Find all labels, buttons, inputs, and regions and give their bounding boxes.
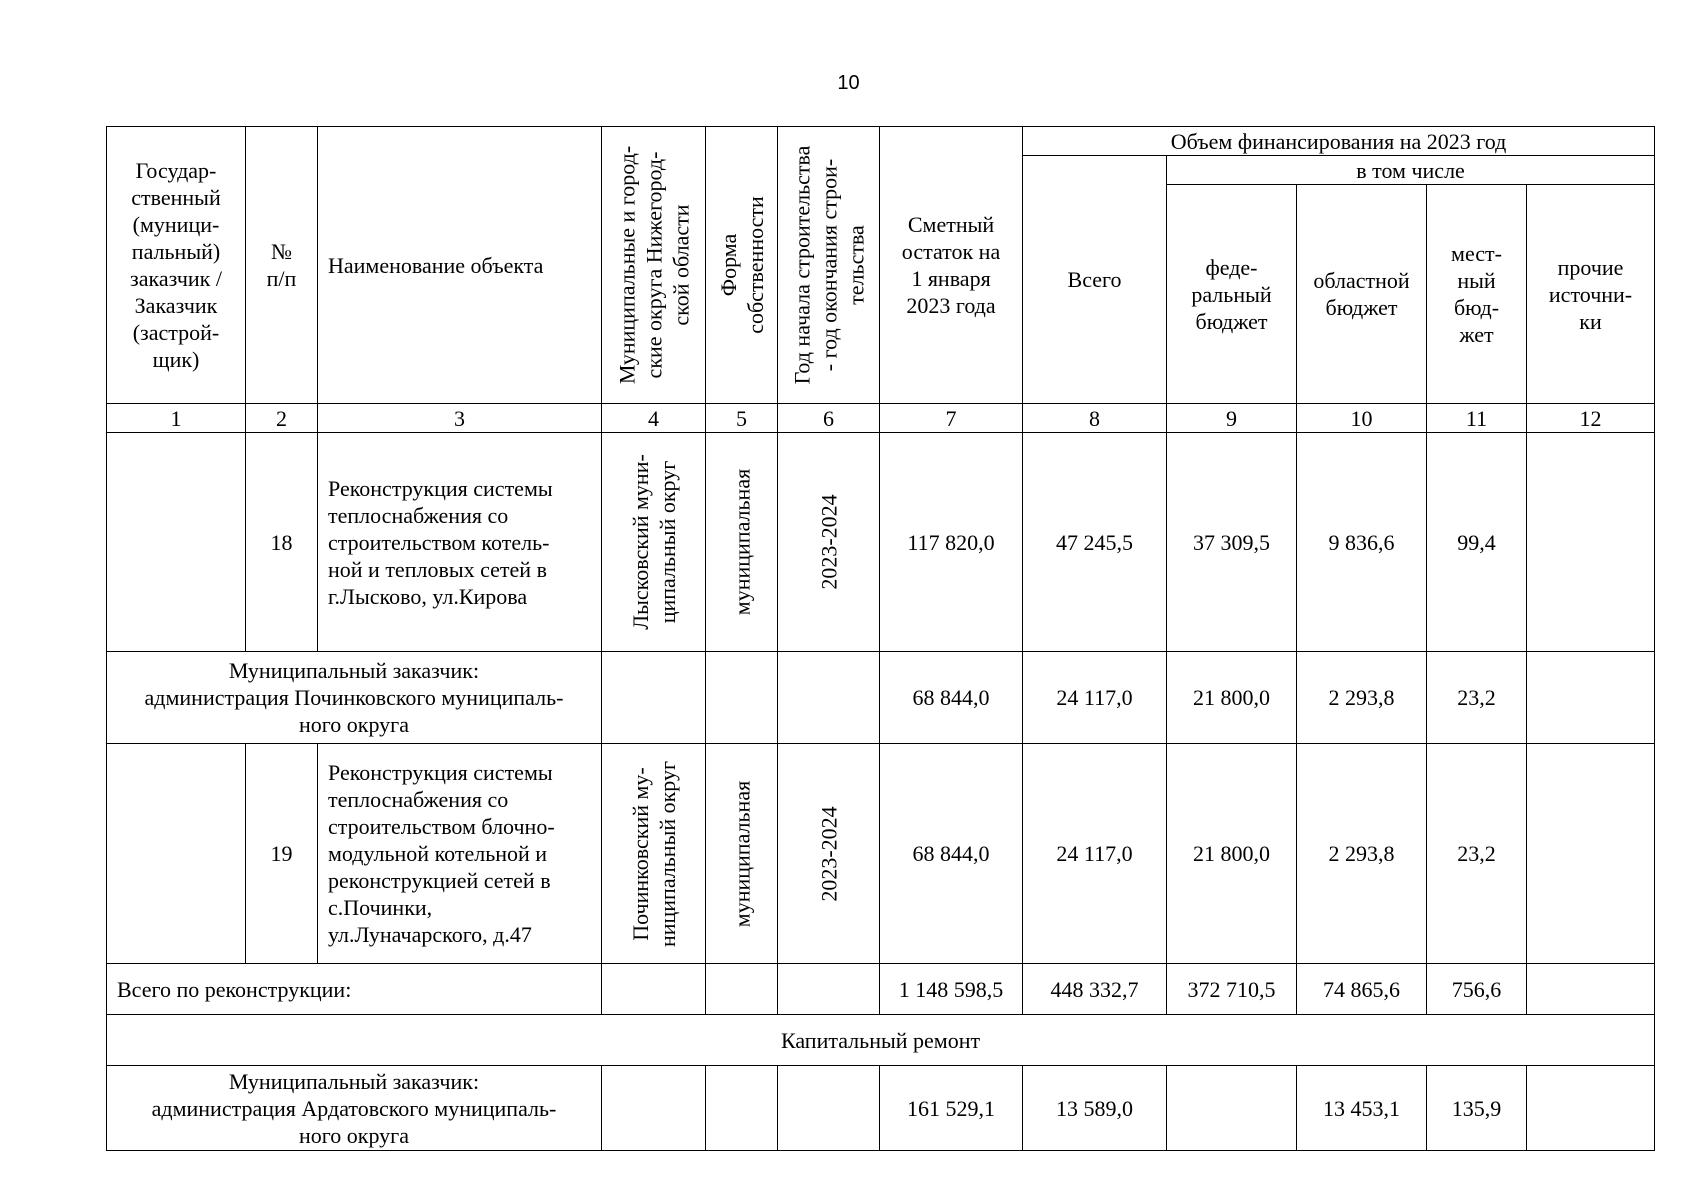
district-cell (602, 652, 706, 744)
column-number: 12 (1527, 404, 1655, 433)
column-number: 8 (1023, 404, 1167, 433)
column-number: 3 (318, 404, 602, 433)
local-cell: 99,4 (1427, 433, 1527, 652)
total-cell: 24 117,0 (1023, 744, 1167, 964)
row-number: 18 (246, 433, 318, 652)
local-cell: 135,9 (1427, 1066, 1527, 1151)
other-cell (1527, 1066, 1655, 1151)
table-row-pochinki-customer (107, 652, 1655, 744)
balance-cell: 117 820,0 (880, 433, 1023, 652)
federal-cell: 372 710,5 (1167, 964, 1297, 1015)
header-ownership: Форма собственности (706, 127, 778, 404)
other-cell (1527, 652, 1655, 744)
ownership-cell (706, 652, 778, 744)
column-number: 5 (706, 404, 778, 433)
ownership-cell (706, 964, 778, 1015)
page-number: 10 (837, 72, 860, 94)
header-regional: областной бюджет (1297, 185, 1427, 404)
column-number: 2 (246, 404, 318, 433)
column-number: 10 (1297, 404, 1427, 433)
customer-label: Муниципальный заказчик: администрация Ардатовского муниципаль- ного округа (107, 1066, 602, 1151)
header-including: в том числе (1167, 156, 1655, 185)
regional-cell: 2 293,8 (1297, 652, 1427, 744)
balance-cell: 68 844,0 (880, 744, 1023, 964)
years-cell: 2023-2024 (778, 744, 880, 964)
balance-cell: 161 529,1 (880, 1066, 1023, 1151)
regional-cell: 74 865,6 (1297, 964, 1427, 1015)
column-numbers-row (107, 404, 1655, 433)
federal-cell (1167, 1066, 1297, 1151)
local-cell: 23,2 (1427, 744, 1527, 964)
table-row-section (107, 1015, 1655, 1066)
customer-cell (107, 744, 246, 964)
table-row-ardatov-customer (107, 1066, 1655, 1151)
district-cell (602, 964, 706, 1015)
ownership-cell (706, 1066, 778, 1151)
district-cell: Починковский му- ниципальный округ (602, 744, 706, 964)
years-cell: 2023-2024 (778, 433, 880, 652)
header-years: Год начала строительства - год окончания строи- тельства (778, 127, 880, 404)
table-row-reconstruction-total (107, 964, 1655, 1015)
regional-cell: 9 836,6 (1297, 433, 1427, 652)
header-row-1 (107, 127, 1655, 156)
header-customer: Государ- ственный (муници- пальный) заказчик / Заказчик (застрой- щик) (107, 127, 246, 404)
federal-cell: 37 309,5 (1167, 433, 1297, 652)
years-cell (778, 1066, 880, 1151)
financing-table (106, 126, 1655, 1151)
total-cell: 24 117,0 (1023, 652, 1167, 744)
header-other: прочие источни- ки (1527, 185, 1655, 404)
local-cell: 756,6 (1427, 964, 1527, 1015)
other-cell (1527, 744, 1655, 964)
district-cell (602, 1066, 706, 1151)
customer-label: Муниципальный заказчик: администрация Починковского муниципаль- ного округа (107, 652, 602, 744)
other-cell (1527, 964, 1655, 1015)
regional-cell: 13 453,1 (1297, 1066, 1427, 1151)
total-cell: 47 245,5 (1023, 433, 1167, 652)
regional-cell: 2 293,8 (1297, 744, 1427, 964)
column-number: 9 (1167, 404, 1297, 433)
federal-cell: 21 800,0 (1167, 744, 1297, 964)
years-cell (778, 652, 880, 744)
table-row-object-19 (107, 744, 1655, 964)
header-local: мест- ный бюд- жет (1427, 185, 1527, 404)
header-district: Муниципальные и город- ские округа Нижегород- ской области (602, 127, 706, 404)
ownership-cell: муниципальная (706, 744, 778, 964)
table-row-object-18 (107, 433, 1655, 652)
object-name: Реконструкция системы теплоснабжения со строительством блочно- модульной котельной и реконструкцией сетей в с.Починки, ул.Луначарского, д.47 (318, 744, 602, 964)
total-cell: 448 332,7 (1023, 964, 1167, 1015)
balance-cell: 1 148 598,5 (880, 964, 1023, 1015)
header-total: Всего (1023, 156, 1167, 404)
federal-cell: 21 800,0 (1167, 652, 1297, 744)
column-number: 1 (107, 404, 246, 433)
column-number: 6 (778, 404, 880, 433)
column-number: 7 (880, 404, 1023, 433)
section-title: Капитальный ремонт (107, 1015, 1655, 1066)
years-cell (778, 964, 880, 1015)
header-balance: Сметный остаток на 1 января 2023 года (880, 127, 1023, 404)
column-number: 4 (602, 404, 706, 433)
total-label: Всего по реконструкции: (107, 964, 602, 1015)
object-name: Реконструкция системы теплоснабжения со строительством котель- ной и тепловых сетей в г.Лысково, ул.Кирова (318, 433, 602, 652)
header-object-name: Наименование объекта (318, 127, 602, 404)
header-number: № п/п (246, 127, 318, 404)
customer-cell (107, 433, 246, 652)
district-cell: Лысковский муни- ципальный округ (602, 433, 706, 652)
local-cell: 23,2 (1427, 652, 1527, 744)
total-cell: 13 589,0 (1023, 1066, 1167, 1151)
ownership-cell: муниципальная (706, 433, 778, 652)
other-cell (1527, 433, 1655, 652)
row-number: 19 (246, 744, 318, 964)
column-number: 11 (1427, 404, 1527, 433)
header-funding: Объем финансирования на 2023 год (1023, 127, 1655, 156)
header-federal: феде- ральный бюджет (1167, 185, 1297, 404)
balance-cell: 68 844,0 (880, 652, 1023, 744)
